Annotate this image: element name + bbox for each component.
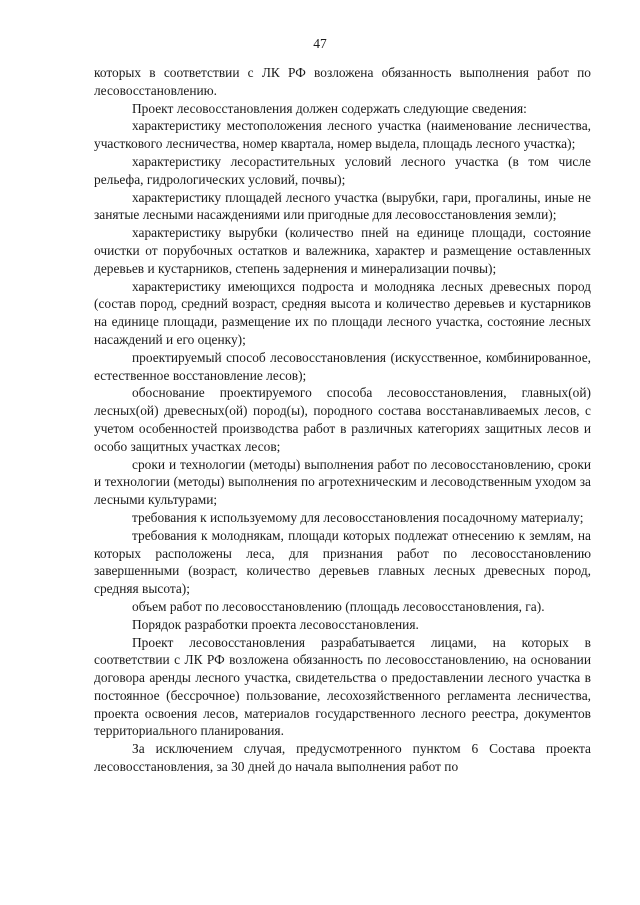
body-text [94, 64, 591, 776]
paragraph: Порядок разработки проекта лесовосстановления. [132, 616, 419, 632]
page-number: 47 [313, 36, 327, 51]
paragraph: характеристику площадей лесного участка (вырубки, гари, прогалины, иные не занятые лесными насаждениями или пригодные для лесовосстановления земли); [94, 189, 591, 223]
paragraph: проектируемый способ лесовосстановления (искусственное, комбинированное, естественное восстановление лесов); [94, 349, 591, 383]
paragraph: характеристику имеющихся подроста и молодняка лесных древесных пород (состав пород, средний возраст, средняя высота и количество деревьев и кустарников на единице площади, размещение их по площади лесного участка, состояние лесных насаждений и его оценку); [94, 278, 591, 347]
paragraph: которых в соответствии с ЛК РФ возложена обязанность выполнения работ по лесовосстановлению. [94, 65, 591, 98]
paragraph: характеристику лесорастительных условий лесного участка (в том числе рельефа, гидрологических условий, почвы); [94, 153, 591, 187]
paragraph: характеристику местоположения лесного участка (наименование лесничества, участкового лесничества, номер квартала, номер выдела, площадь лесного участка); [94, 118, 591, 152]
paragraph: требования к молоднякам, площади которых подлежат отнесению к землям, на которых расположены леса, для признания работ по лесовосстановлению завершенными (возраст, количество деревьев главных лесных древесных пород, средняя высота); [94, 527, 591, 597]
paragraph: объем работ по лесовосстановлению (площадь лесовосстановления, га). [132, 598, 545, 614]
paragraph: требования к используемому для лесовосстановления посадочному материалу; [132, 509, 584, 525]
paragraph: Проект лесовосстановления должен содержать следующие сведения: [132, 100, 527, 116]
paragraph: За исключением случая, предусмотренного пунктом 6 Состава проекта лесовосстановления, за 30 дней до начала выполнения работ по [94, 741, 591, 775]
paragraph: сроки и технологии (методы) выполнения работ по лесовосстановлению, сроки и технологии (методы) выполнения по агротехническим и лесоводственным уходом за лесными культурами; [94, 456, 591, 508]
paragraph: обоснование проектируемого способа лесовосстановления, главных(ой) лесных(ой) древесных(ой) пород(ы), породного состава восстанавливаемых лесов, с учетом особенностей производства работ в различных категориях защитных лесов и особо защитных участках лесов; [94, 385, 591, 454]
paragraph: Проект лесовосстановления разрабатывается лицами, на которых в соответствии с ЛК РФ возложена обязанность по лесовосстановлению, на основании договора аренды лесного участка, свидетельства о предоставлении лесного участка в постоянное (бессрочное) пользование, лесохозяйственного регламента лесничества, проекта освоения лесов, материалов государственного лесного реестра, документов территориального планирования. [94, 634, 591, 739]
paragraph: характеристику вырубки (количество пней на единице площади, состояние очистки от порубочных остатков и валежника, характер и размещение оставленных деревьев и кустарников, степень задернения и минерализации почвы); [94, 225, 591, 276]
